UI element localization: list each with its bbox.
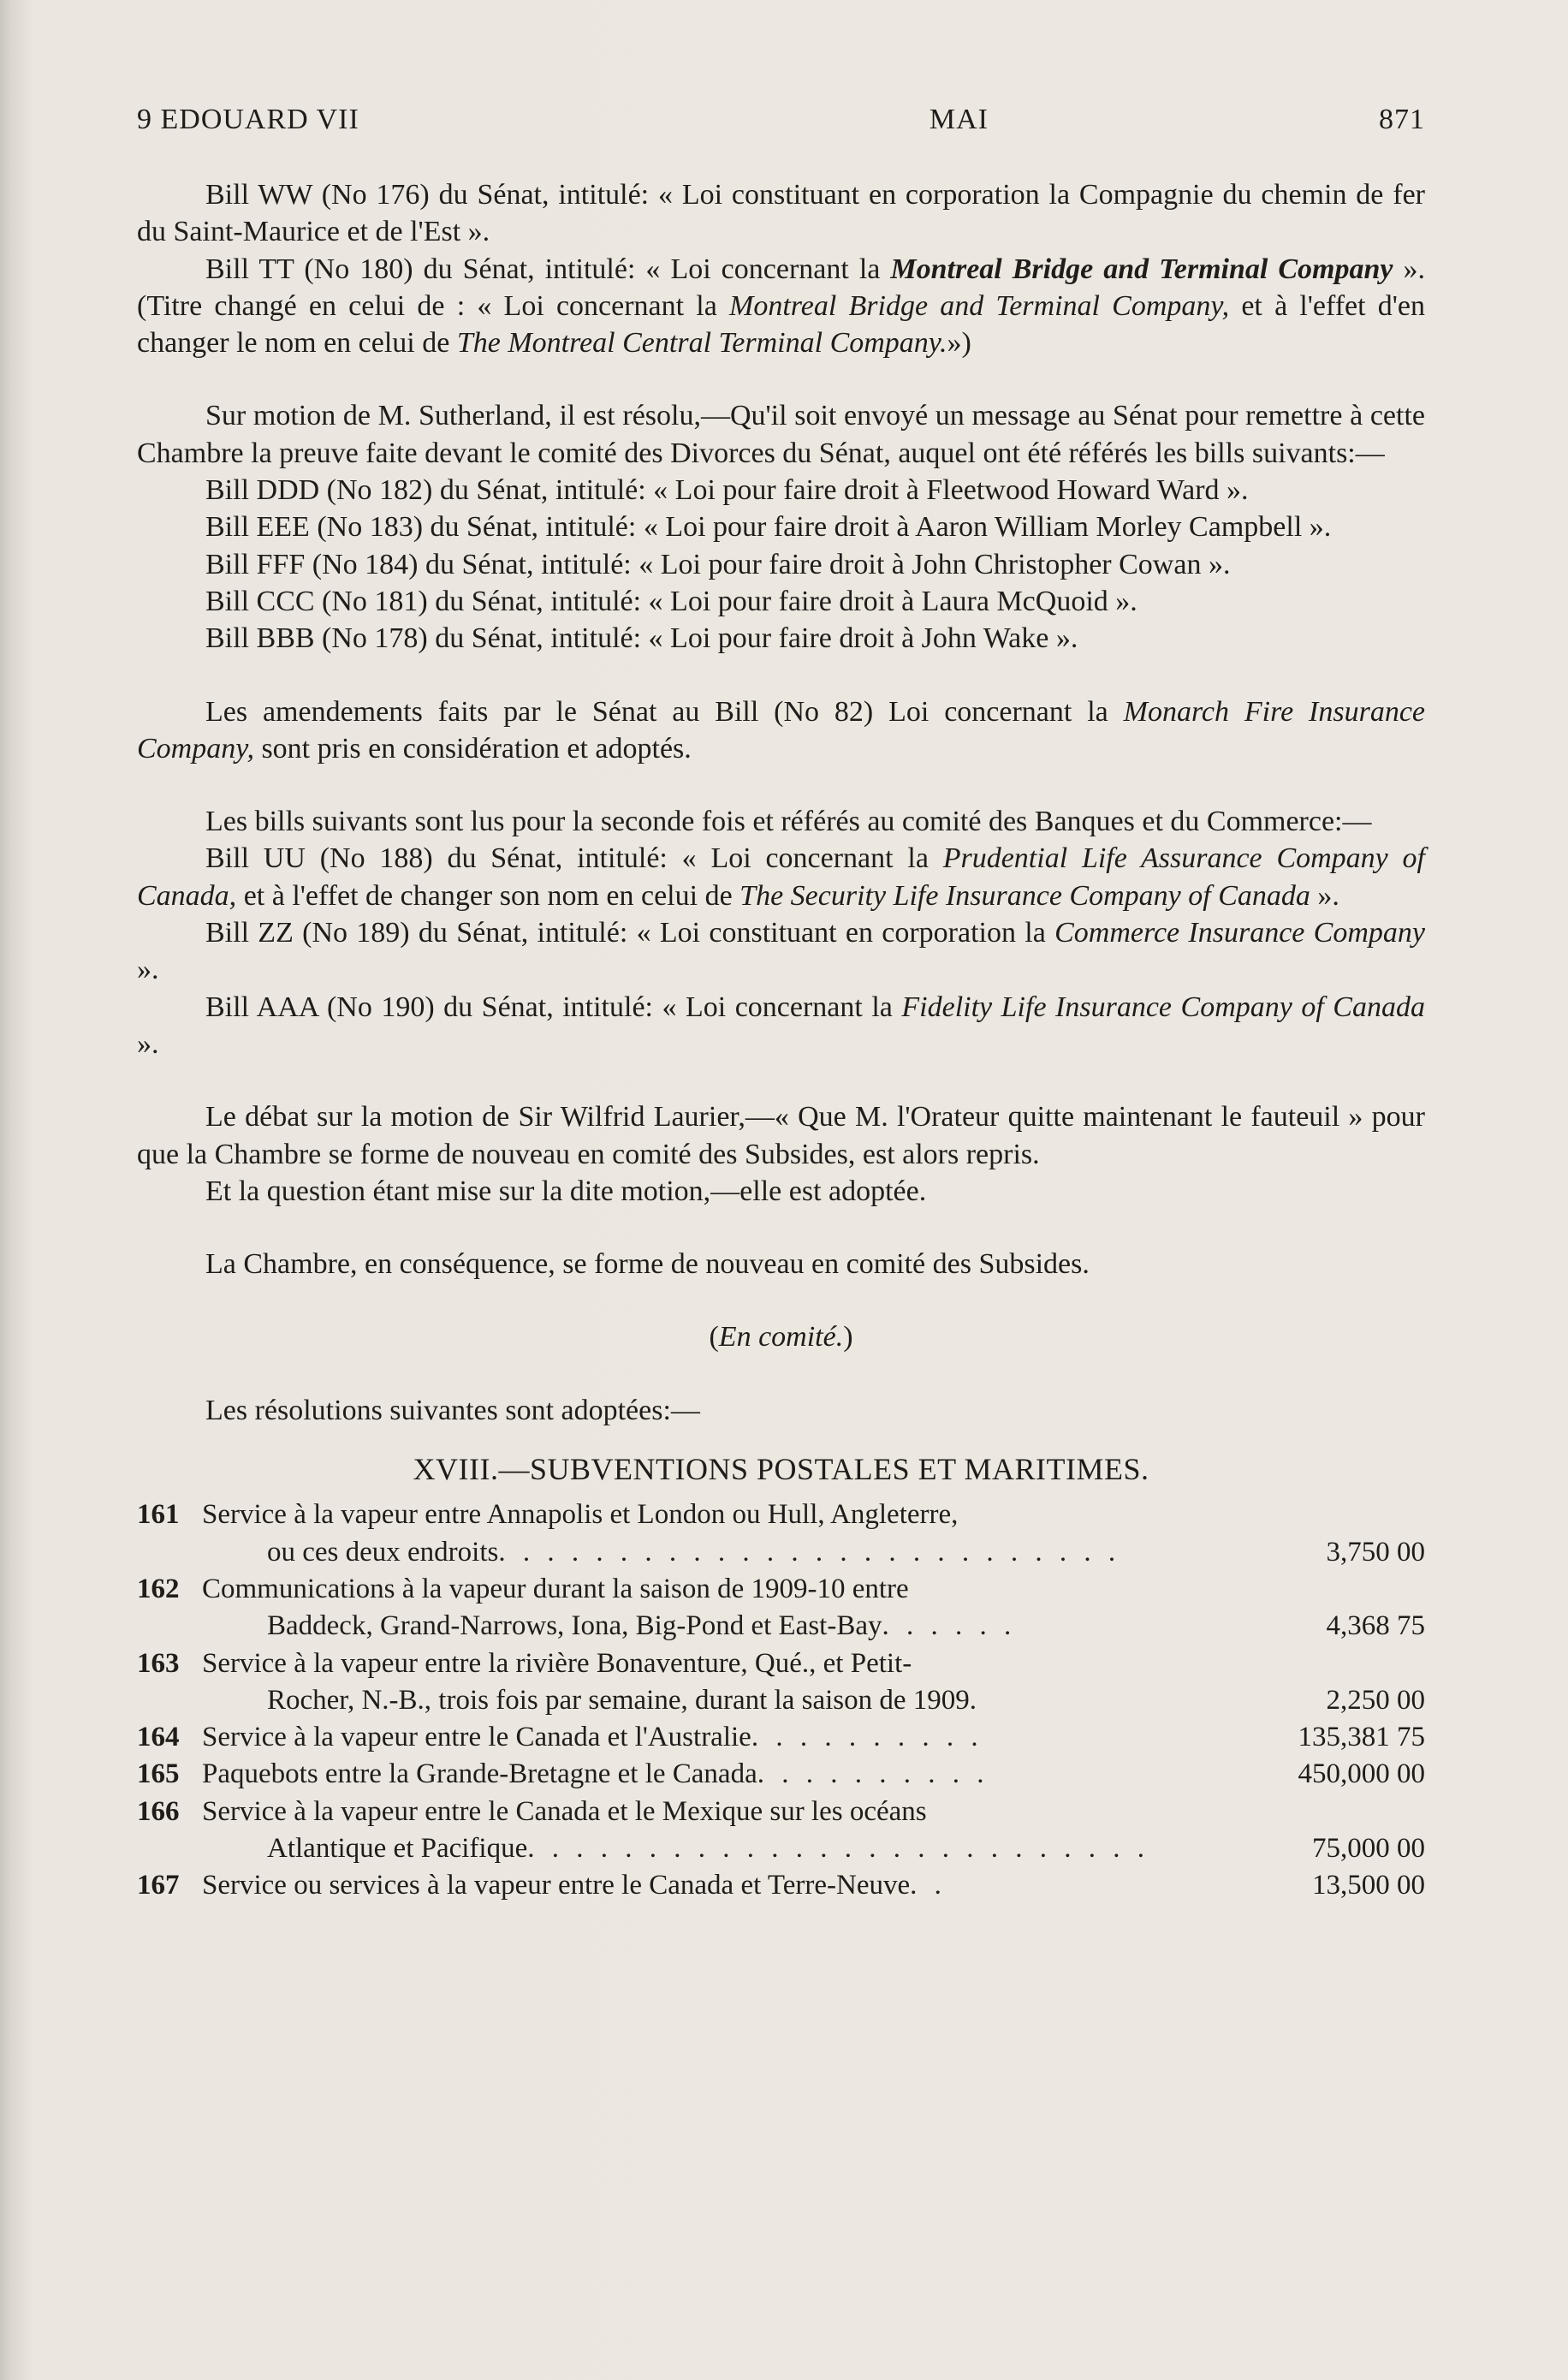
bill-ccc: Bill CCC (No 181) du Sénat, intitulé: « Loi pour faire droit à Laura McQuoid ».: [205, 585, 1137, 617]
bill-ddd: Bill DDD (No 182) du Sénat, intitulé: « Loi pour faire droit à Fleetwood Howard Ward ».: [205, 474, 1249, 507]
item-number: 165: [137, 1758, 180, 1790]
list-item: [137, 1496, 1425, 1571]
item-number: 164: [137, 1722, 180, 1753]
item-amount: 75,000 00: [1312, 1832, 1425, 1864]
item-amount: 450,000 00: [1298, 1758, 1425, 1790]
item-description: Communications à la vapeur durant la saison de 1909-10 entre Baddeck, Grand-Narrows, Iona, Big-Pond et East-Bay. . . . . .: [202, 1573, 1017, 1642]
list-item: [137, 1794, 1425, 1868]
section-title: XVIII.—SUBVENTIONS POSTALES ET MARITIMES.: [413, 1452, 1149, 1487]
bill-eee: Bill EEE (No 183) du Sénat, intitulé: « Loi pour faire droit à Aaron William Morley Campbell ».: [205, 511, 1332, 544]
item-description: Service à la vapeur entre le Canada et le Mexique sur les océans Atlantique et Pacifique. . . . . . . . . . . . . . . . . . . . . . . . . .: [202, 1795, 1149, 1864]
paragraph-bill-tt: Bill TT (No 180) du Sénat, intitulé: « Loi concernant la Montreal Bridge and Terminal Company ». (Titre changé en celui de : « Loi concernant la Montreal Bridge and Terminal Company, et à l'effet d'en changer le nom en celui de The Montreal Central Terminal Company.»): [137, 253, 1426, 360]
page-content: [137, 101, 1425, 1905]
en-comite-heading: (En comité.): [709, 1321, 853, 1354]
list-item: [137, 1756, 1425, 1793]
header-page-number: 871: [1378, 104, 1425, 135]
item-number: 166: [137, 1795, 180, 1827]
resolutions-list: [137, 1496, 1425, 1904]
list-item: [137, 1645, 1425, 1720]
paragraph-sutherland-motion: Sur motion de M. Sutherland, il est résolu,—Qu'il soit envoyé un message au Sénat pour remettre à cette Chambre la preuve faite devant le comité des Divorces du Sénat, auquel ont été référés les bills suivants:—: [137, 400, 1425, 469]
paragraph-question-adopted: Et la question étant mise sur la dite motion,—elle est adoptée.: [205, 1175, 927, 1207]
item-amount: 3,750 00: [1326, 1536, 1425, 1568]
item-number: 162: [137, 1573, 180, 1604]
item-number: 163: [137, 1647, 180, 1679]
item-description: Paquebots entre la Grande-Bretagne et le Canada. . . . . . . . . .: [202, 1758, 989, 1790]
item-description: Service à la vapeur entre le Canada et l'Australie. . . . . . . . . .: [202, 1722, 983, 1753]
item-amount: 13,500 00: [1312, 1870, 1425, 1901]
item-number: 161: [137, 1499, 180, 1531]
bill-fff: Bill FFF (No 184) du Sénat, intitulé: « Loi pour faire droit à John Christopher Cowan ».: [205, 548, 1231, 580]
list-item: [137, 1719, 1425, 1756]
item-number: 167: [137, 1870, 180, 1901]
paragraph-second-reading: Les bills suivants sont lus pour la seconde fois et référés au comité des Banques et du Commerce:—: [205, 806, 1372, 838]
list-item: [137, 1571, 1425, 1645]
item-description: Service à la vapeur entre Annapolis et London ou Hull, Angleterre, ou ces deux endroits. . . . . . . . . . . . . . . . . . . . . . . . . .: [202, 1499, 1121, 1568]
paragraph-monarch-amendments: Les amendements faits par le Sénat au Bill (No 82) Loi concernant la Monarch Fire Insurance Company, sont pris en considération et adoptés.: [137, 695, 1425, 765]
item-amount: 135,381 75: [1298, 1722, 1425, 1753]
item-description: Service à la vapeur entre la rivière Bonaventure, Qué., et Petit- Rocher, N.-B., trois fois par semaine, durant la saison de 1909.: [202, 1647, 977, 1716]
item-amount: 2,250 00: [1326, 1684, 1425, 1716]
paragraph-laurier-debate: Le débat sur la motion de Sir Wilfrid Laurier,—« Que M. l'Orateur quitte maintenant le fauteuil » pour que la Chambre se forme de nouveau en comité des Subsides, est alors repris.: [137, 1101, 1425, 1170]
bill-uu: Bill UU (No 188) du Sénat, intitulé: « Loi concernant la Prudential Life Assurance Company of Canada, et à l'effet de changer son nom en celui de The Security Life Insurance Company of Canada ».: [137, 842, 1426, 912]
paragraph-bill-ww: Bill WW (No 176) du Sénat, intitulé: « Loi constituant en corporation la Compagnie du chemin de fer du Saint-Maurice et de l'Est ».: [137, 179, 1425, 248]
item-description: Service ou services à la vapeur entre le Canada et Terre-Neuve. .: [202, 1870, 947, 1901]
item-amount: 4,368 75: [1326, 1610, 1425, 1642]
bill-zz: Bill ZZ (No 189) du Sénat, intitulé: « Loi constituant en corporation la Commerce Insurance Company ».: [137, 917, 1425, 986]
paragraph-committee: La Chambre, en conséquence, se forme de nouveau en comité des Subsides.: [205, 1248, 1090, 1281]
header-month: MAI: [929, 104, 989, 135]
bill-aaa: Bill AAA (No 190) du Sénat, intitulé: « Loi concernant la Fidelity Life Insurance Company of Canada ».: [137, 991, 1425, 1060]
list-item: [137, 1867, 1425, 1904]
header-reign: 9 EDOUARD VII: [137, 104, 359, 135]
bill-bbb: Bill BBB (No 178) du Sénat, intitulé: « Loi pour faire droit à John Wake ».: [205, 622, 1078, 655]
running-header: [137, 101, 1425, 144]
paragraph-resolutions: Les résolutions suivantes sont adoptées:—: [205, 1394, 700, 1426]
